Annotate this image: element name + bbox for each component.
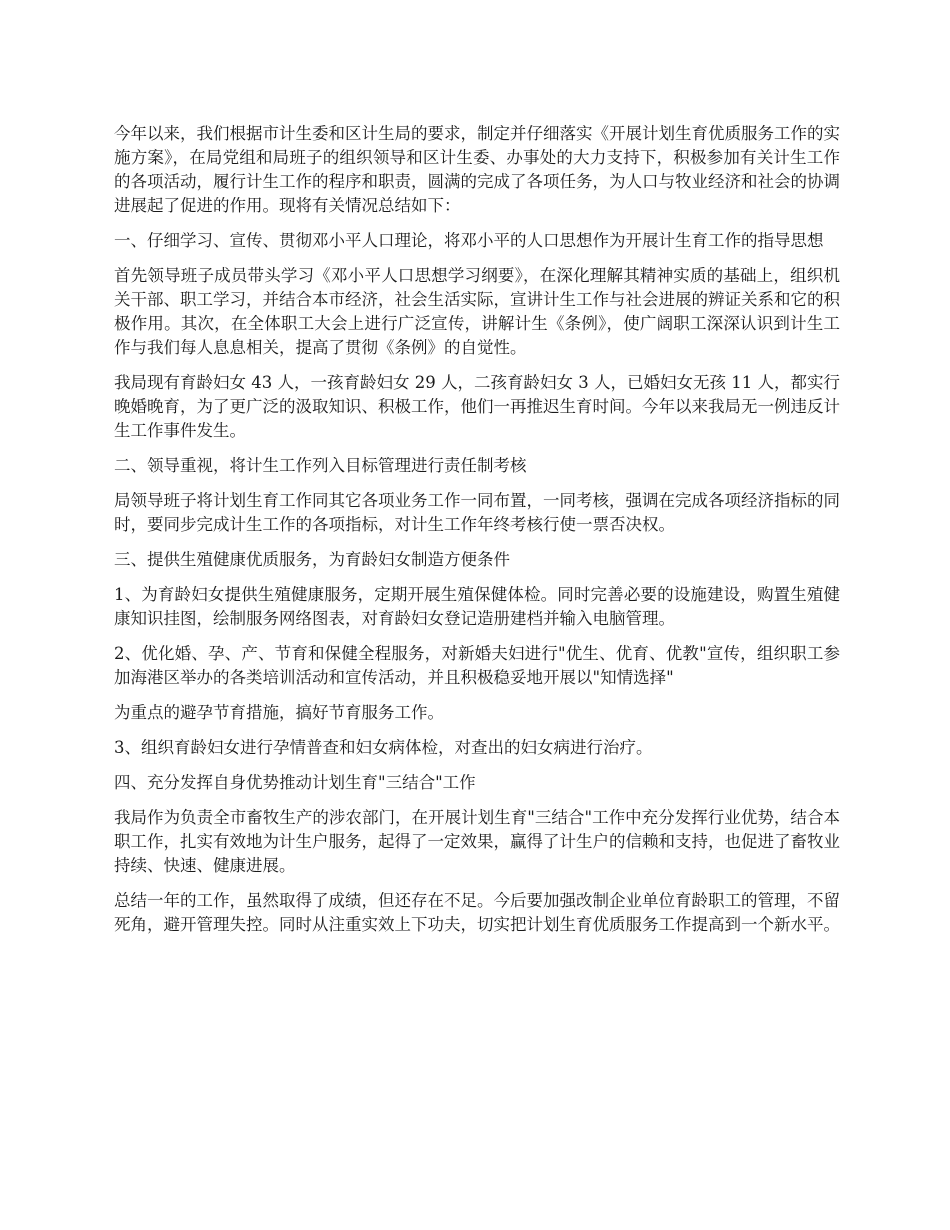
section-heading-4: 四、充分发挥自身优势推动计划生育"三结合"工作 (114, 773, 476, 792)
intro-paragraph: 今年以来，我们根据市计生委和区计生局的要求，制定并仔细落实《开展计划生育优质服务工作的实施方案》，在局党组和局班子的组织领导和区计生委、办事处的大力支持下，积极参加有关计生工作的各项活动，履行计生工作的程序和职责，圆满的完成了各项任务，为人口与牧业经济和社会的协调进展起了促进的作用。现将有关情况总结如下： (114, 124, 840, 215)
body-paragraph: 我局现有育龄妇女 43 人，一孩育龄妇女 29 人，二孩育龄妇女 3 人，已婚妇女无孩 11 人，都实行晚婚晚育，为了更广泛的汲取知识、积极工作，他们一再推迟生育时间。今年以来我局无一例违反计生工作事件发生。 (114, 373, 840, 440)
body-paragraph: 首先领导班子成员带头学习《邓小平人口思想学习纲要》，在深化理解其精神实质的基础上，组织机关干部、职工学习，并结合本市经济，社会生活实际，宣讲计生工作与社会进展的辨证关系和它的积极作用。其次，在全体职工大会上进行广泛宣传，讲解计生《条例》，使广阔职工深深认识到计生工作与我们每人息息相关，提高了贯彻《条例》的自觉性。 (114, 266, 840, 357)
conclusion-paragraph: 总结一年的工作，虽然取得了成绩，但还存在不足。今后要加强改制企业单位育龄职工的管理，不留死角，避开管理失控。同时从注重实效上下功夫，切实把计划生育优质服务工作提高到一个新水平。 (114, 891, 840, 934)
section-heading-2: 二、领导重视，将计生工作列入目标管理进行责任制考核 (114, 456, 527, 475)
document-body (114, 122, 840, 948)
section-heading-1: 一、仔细学习、宣传、贯彻邓小平人口理论，将邓小平的人口思想作为开展计生育工作的指导思想 (114, 231, 824, 250)
body-paragraph: 我局作为负责全市畜牧生产的涉农部门，在开展计划生育"三结合"工作中充分发挥行业优势，结合本职工作，扎实有效地为计生户服务，起得了一定效果，赢得了计生户的信赖和支持，也促进了畜牧业持续、快速、健康进展。 (114, 808, 840, 875)
section-heading-3: 三、提供生殖健康优质服务，为育龄妇女制造方便条件 (114, 550, 510, 569)
list-item-paragraph: 1、为育龄妇女提供生殖健康服务，定期开展生殖保健体检。同时完善必要的设施建设，购置生殖健康知识挂图，绘制服务网络图表，对育龄妇女登记造册建档并输入电脑管理。 (114, 585, 840, 628)
list-item-paragraph: 3、组织育龄妇女进行孕情普查和妇女病体检，对查出的妇女病进行治疗。 (114, 738, 653, 757)
list-item-paragraph: 2、优化婚、孕、产、节育和保健全程服务，对新婚夫妇进行"优生、优育、优教"宣传，组织职工参加海港区举办的各类培训活动和宣传活动，并且积极稳妥地开展以"知情选择" (114, 644, 840, 687)
body-paragraph: 为重点的避孕节育措施，搞好节育服务工作。 (114, 703, 444, 722)
body-paragraph: 局领导班子将计划生育工作同其它各项业务工作一同布置，一同考核，强调在完成各项经济指标的同时，要同步完成计生工作的各项指标，对计生工作年终考核行使一票否决权。 (114, 491, 840, 534)
